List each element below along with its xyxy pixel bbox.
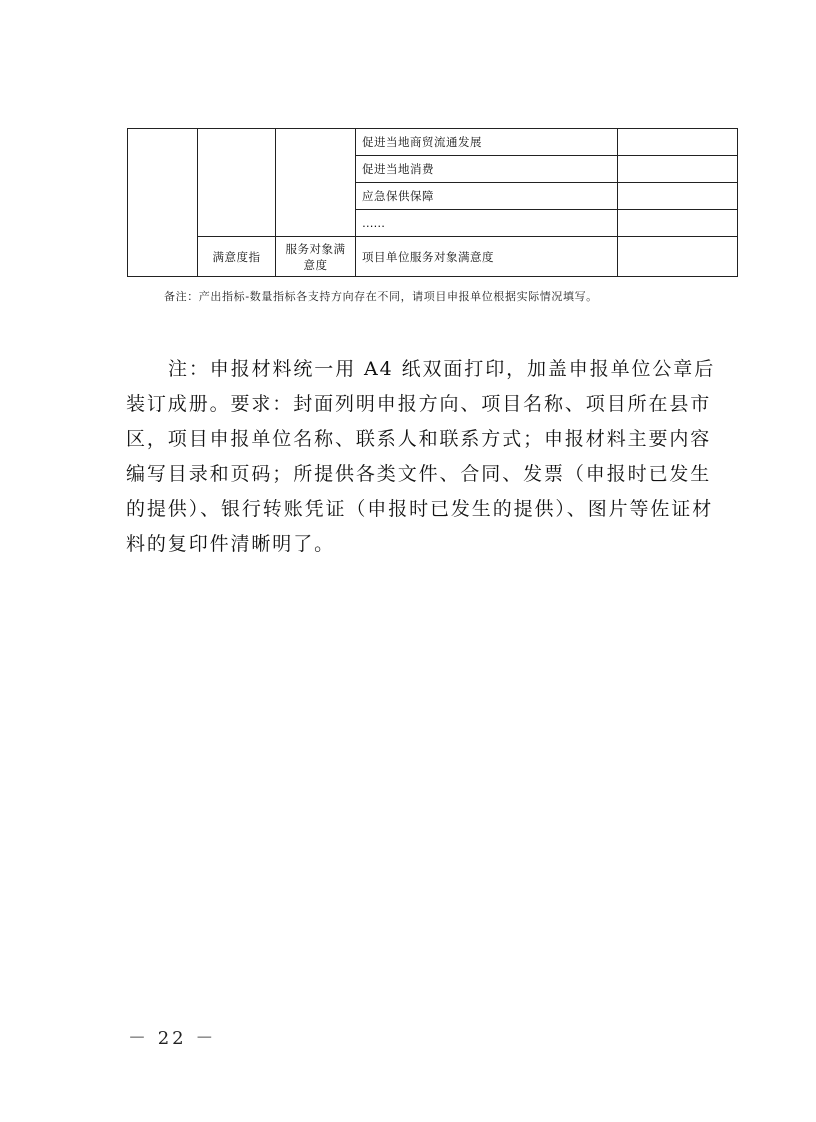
table-cell-value [618,210,738,237]
table-cell-level2-satisfaction: 满意度指 [198,237,276,277]
note-line: 注：申报材料统一用 A4 纸双面打印，加盖申报单位公章后 [168,358,716,380]
table-cell-level3-satisfaction: 服务对象满意度 [276,237,356,277]
table-cell-value [618,129,738,156]
table-cell-level3 [276,129,356,237]
note-paragraph [126,352,726,562]
table-row [128,129,738,156]
note-line: 的提供）、银行转账凭证（申报时已发生的提供）、图片等佐证材 [126,498,714,520]
table-cell-indicator: 应急保供保障 [356,183,618,210]
table-cell-value [618,183,738,210]
note-line: 料的复印件清晰明了。 [126,533,336,555]
note-line: 装订成册。要求：封面列明申报方向、项目名称、项目所在县市 [126,393,712,415]
table-cell-value [618,156,738,183]
table-cell-indicator: 促进当地商贸流通发展 [356,129,618,156]
note-line: 编写目录和页码；所提供各类文件、合同、发票（申报时已发生 [126,463,712,485]
table-cell-indicator: 促进当地消费 [356,156,618,183]
table-cell-ellipsis: …… [356,210,618,237]
table-footnote: 备注：产出指标-数量指标各支持方向存在不同，请项目申报单位根据实际情况填写。 [164,290,598,303]
note-line: 区，项目申报单位名称、联系人和联系方式；申报材料主要内容 [126,428,712,450]
table-row [128,237,738,277]
table-cell-level1 [128,129,198,277]
table-cell-level2 [198,129,276,237]
table-cell-indicator: 项目单位服务对象满意度 [356,237,618,277]
page-number: － 22 － [128,1028,217,1049]
table-cell-value [618,237,738,277]
indicator-table [127,128,738,277]
